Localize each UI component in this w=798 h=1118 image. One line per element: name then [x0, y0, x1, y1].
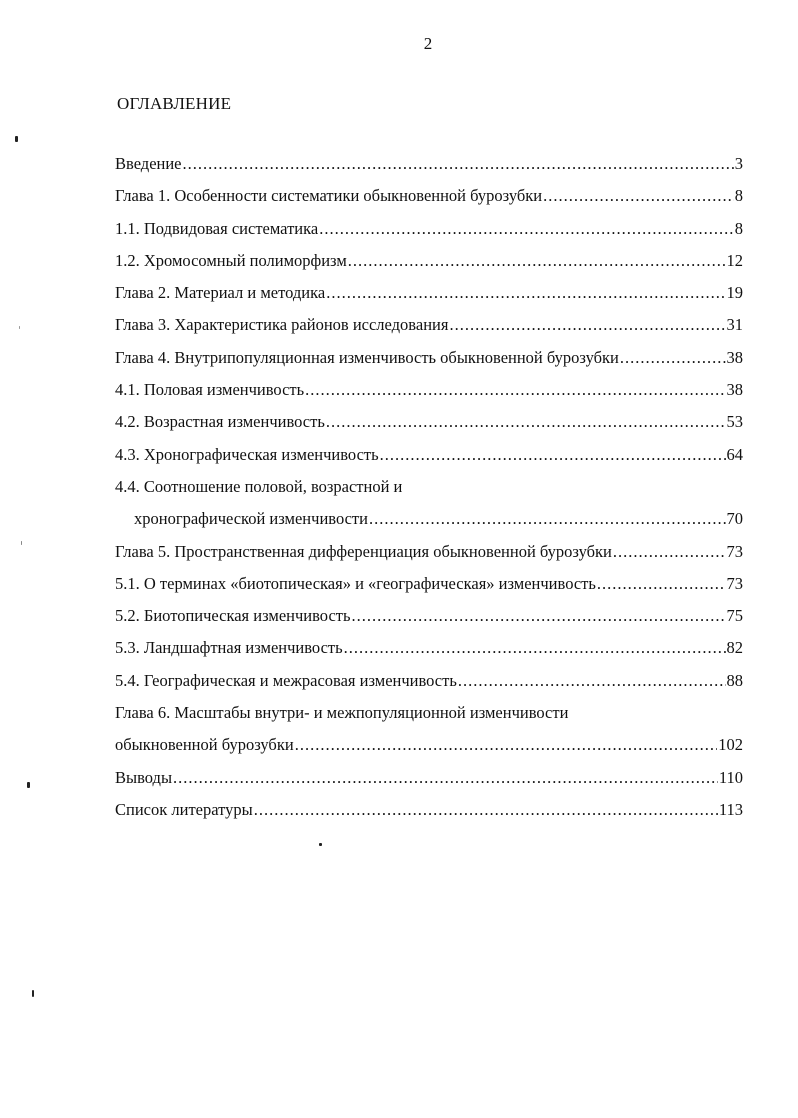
scan-speck — [15, 136, 18, 142]
toc-entry-title: 4.4. Соотношение половой, возрастной и — [115, 476, 403, 496]
toc-entry-page: 82 — [726, 638, 743, 658]
toc-entry-title: 1.2. Хромосомный полиморфизм — [115, 250, 347, 270]
toc-leader — [369, 509, 726, 529]
toc-entry — [115, 445, 743, 477]
toc-entry — [115, 735, 743, 767]
toc-entry-title: Список литературы — [115, 799, 253, 819]
toc-entry-title: Глава 5. Пространственная дифференциация обыкновенной бурозубки — [115, 541, 612, 561]
toc-leader — [183, 154, 734, 174]
toc-entry — [115, 283, 743, 315]
scan-speck — [27, 782, 30, 788]
toc-entry-title: Глава 2. Материал и методика — [115, 283, 326, 303]
toc-leader — [543, 186, 734, 206]
toc-entry-title: 4.1. Половая изменчивость — [115, 380, 305, 400]
toc-leader — [344, 638, 726, 658]
toc-entry-title: хронографической изменчивости — [134, 509, 368, 529]
toc-entry-page: 8 — [734, 218, 743, 238]
toc-leader — [319, 219, 734, 239]
scan-speck — [21, 541, 22, 545]
toc-leader — [326, 283, 725, 303]
toc-entry-title: 1.1. Подвидовая систематика — [115, 218, 319, 238]
toc-entry-page: 73 — [726, 541, 743, 561]
toc-entry — [115, 606, 743, 638]
toc-entry-first-line — [115, 703, 743, 735]
toc-entry — [115, 219, 743, 251]
toc-entry-page: 75 — [726, 606, 743, 626]
toc-entry-title: Глава 1. Особенности систематики обыкновенной бурозубки — [115, 186, 543, 206]
toc-leader — [380, 445, 726, 465]
toc-leader — [305, 380, 725, 400]
toc-entry — [115, 412, 743, 444]
toc-entry-page: 3 — [734, 154, 743, 173]
toc-entry-title: 5.2. Биотопическая изменчивость — [115, 606, 351, 626]
scan-speck — [19, 326, 20, 329]
toc-entry-first-line — [115, 477, 743, 509]
toc-entry — [115, 315, 743, 347]
toc-entry-page: 38 — [726, 380, 743, 400]
toc-entry-page: 38 — [726, 347, 743, 367]
toc-entry — [115, 348, 743, 380]
toc-entry — [115, 768, 743, 800]
toc-leader — [449, 315, 725, 335]
toc-leader — [295, 735, 718, 755]
toc-entry-page: 110 — [718, 767, 743, 787]
toc-entry-page: 113 — [718, 799, 743, 819]
toc-entry-title: обыкновенной бурозубки — [115, 735, 294, 755]
toc-leader — [173, 768, 718, 788]
toc-entry — [115, 542, 743, 574]
toc-entry-title: Выводы — [115, 767, 173, 787]
toc-entry-title: 4.2. Возрастная изменчивость — [115, 412, 325, 432]
page-title: ОГЛАВЛЕНИЕ — [117, 94, 232, 113]
toc-leader — [348, 251, 726, 271]
toc-leader — [597, 574, 726, 594]
toc-leader — [620, 348, 726, 368]
toc-entry-page: 73 — [726, 573, 743, 593]
toc-entry — [115, 638, 743, 670]
scan-speck — [319, 843, 322, 846]
toc-entry — [115, 509, 743, 541]
toc-leader — [613, 542, 726, 562]
toc-entry-title: 5.4. Географическая и межрасовая изменчивость — [115, 670, 457, 690]
scan-speck — [32, 990, 34, 997]
toc-entry-title: Глава 3. Характеристика районов исследования — [115, 315, 449, 335]
toc-entry — [115, 671, 743, 703]
toc-entry-title: 4.3. Хронографическая изменчивость — [115, 444, 379, 464]
toc-leader — [352, 606, 726, 626]
toc-entry-title: Глава 4. Внутрипопуляционная изменчивость обыкновенной бурозубки — [115, 347, 619, 367]
toc-entry-page: 53 — [726, 412, 743, 432]
toc-entry — [115, 574, 743, 606]
toc-entry-page: 31 — [726, 315, 743, 335]
toc-leader — [254, 800, 718, 820]
toc-entry — [115, 186, 743, 218]
toc-entry — [115, 251, 743, 283]
toc-leader — [326, 412, 726, 432]
toc-entry-title: Глава 6. Масштабы внутри- и межпопуляционной изменчивости — [115, 703, 569, 723]
toc-entry-page: 102 — [718, 735, 743, 755]
table-of-contents — [115, 154, 743, 832]
toc-entry-page: 88 — [726, 670, 743, 690]
toc-entry-page: 12 — [726, 250, 743, 270]
toc-entry — [115, 800, 743, 832]
toc-entry-title: 5.1. О терминах «биотопическая» и «географическая» изменчивость — [115, 573, 596, 593]
toc-entry-page: 19 — [726, 283, 743, 303]
toc-entry-page: 64 — [726, 444, 743, 464]
toc-entry — [115, 154, 743, 186]
toc-entry-title: Введение — [115, 154, 182, 173]
toc-leader — [458, 671, 726, 691]
toc-entry-title: 5.3. Ландшафтная изменчивость — [115, 638, 343, 658]
toc-entry-page: 70 — [726, 509, 743, 529]
toc-entry — [115, 380, 743, 412]
toc-entry-page: 8 — [734, 186, 743, 206]
page-number: 2 — [423, 34, 433, 53]
